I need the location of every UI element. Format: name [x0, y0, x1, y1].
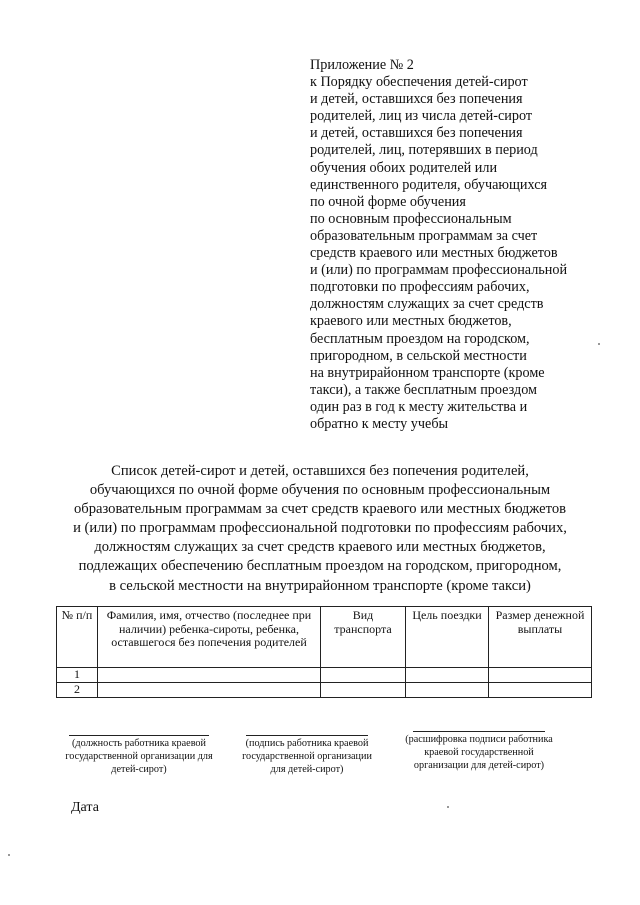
signature-caption-signature: (подпись работника краевой государственной организации для детей-сирот)	[242, 738, 372, 775]
signature-caption-position: (должность работника краевой государственной организации для детей-сирот)	[65, 738, 213, 775]
signature-line	[246, 735, 368, 736]
payment-amount-cell	[489, 668, 592, 683]
row-number-cell: 1	[57, 668, 98, 683]
list-title-line: подлежащих обеспечению бесплатным проездом на городском, пригородном,	[78, 558, 562, 575]
column-header-full-name: Фамилия, имя, отчество (последнее при наличии) ребенка-сироты, ребенка, оставшегося без попечения родителей	[98, 607, 321, 668]
list-title-line: в сельской местности на внутрирайонном транспорте (кроме такси)	[109, 577, 531, 594]
appendix-line: пригородном, в сельской местности	[310, 347, 527, 364]
trip-purpose-cell	[406, 683, 489, 698]
scan-speck	[598, 343, 600, 345]
scan-speck	[447, 806, 449, 808]
table-row	[57, 683, 592, 698]
list-title	[40, 462, 600, 596]
appendix-line: по основным профессиональным	[310, 210, 512, 227]
trip-purpose-cell	[406, 668, 489, 683]
scan-speck	[8, 854, 10, 856]
signature-block-signature	[236, 735, 378, 776]
appendix-line: один раз в год к месту жительства и	[310, 398, 528, 415]
full-name-cell	[98, 668, 321, 683]
list-title-line: должностям служащих за счет средств краевого или местных бюджетов,	[94, 539, 546, 556]
appendix-line: и (или) по программам профессиональной	[310, 262, 568, 279]
list-title-line: и (или) по программам профессиональной подготовки по профессиям рабочих,	[73, 520, 567, 537]
children-list-table	[56, 606, 592, 698]
appendix-line: краевого или местных бюджетов,	[310, 313, 512, 330]
date-label: Дата	[71, 800, 99, 815]
appendix-line: должностям служащих за счет средств	[310, 296, 544, 313]
list-title-line: образовательным программам за счет средств краевого или местных бюджетов	[73, 501, 567, 518]
row-number-cell: 2	[57, 683, 98, 698]
column-header-number: № п/п	[57, 607, 98, 668]
appendix-line: по очной форме обучения	[310, 193, 466, 210]
appendix-line: на внутрирайонном транспорте (кроме	[310, 364, 545, 381]
table-row	[57, 668, 592, 683]
appendix-line: родителей, лиц из числа детей-сирот	[310, 108, 533, 125]
list-title-line: Список детей-сирот и детей, оставшихся без попечения родителей,	[111, 463, 529, 479]
full-name-cell	[98, 683, 321, 698]
appendix-line: единственного родителя, обучающихся	[310, 176, 548, 193]
appendix-line: образовательным программам за счет	[310, 227, 538, 244]
signature-block-name-transcript	[404, 731, 554, 772]
signature-block-position	[64, 735, 214, 776]
transport-type-cell	[321, 683, 406, 698]
appendix-line: бесплатным проездом на городском,	[310, 330, 530, 347]
appendix-line: такси), а также бесплатным проездом	[310, 381, 538, 398]
column-header-transport-type: Вид транспорта	[321, 607, 406, 668]
appendix-line: подготовки по профессиям рабочих,	[310, 279, 530, 296]
payment-amount-cell	[489, 683, 592, 698]
appendix-line: к Порядку обеспечения детей-сирот	[310, 74, 528, 91]
column-header-trip-purpose: Цель поездки	[406, 607, 489, 668]
signature-caption-name-transcript: (расшифровка подписи работника краевой государственной организации для детей-сирот)	[405, 734, 553, 771]
appendix-line: и детей, оставшихся без попечения	[310, 91, 523, 108]
transport-type-cell	[321, 668, 406, 683]
appendix-line: средств краевого или местных бюджетов	[310, 245, 558, 262]
list-title-line: обучающихся по очной форме обучения по основным профессиональным	[89, 482, 551, 499]
appendix-header	[310, 57, 610, 433]
appendix-line: обучения обоих родителей или	[310, 159, 498, 176]
appendix-line: и детей, оставшихся без попечения	[310, 125, 523, 142]
signature-line	[413, 731, 545, 732]
column-header-payment-amount: Размер денежной выплаты	[489, 607, 592, 668]
table-header-row	[57, 607, 592, 668]
signature-line	[69, 735, 209, 736]
appendix-line: родителей, лиц, потерявших в период	[310, 142, 538, 159]
appendix-line: Приложение № 2	[310, 57, 414, 73]
appendix-line: обратно к месту учебы	[310, 415, 449, 432]
